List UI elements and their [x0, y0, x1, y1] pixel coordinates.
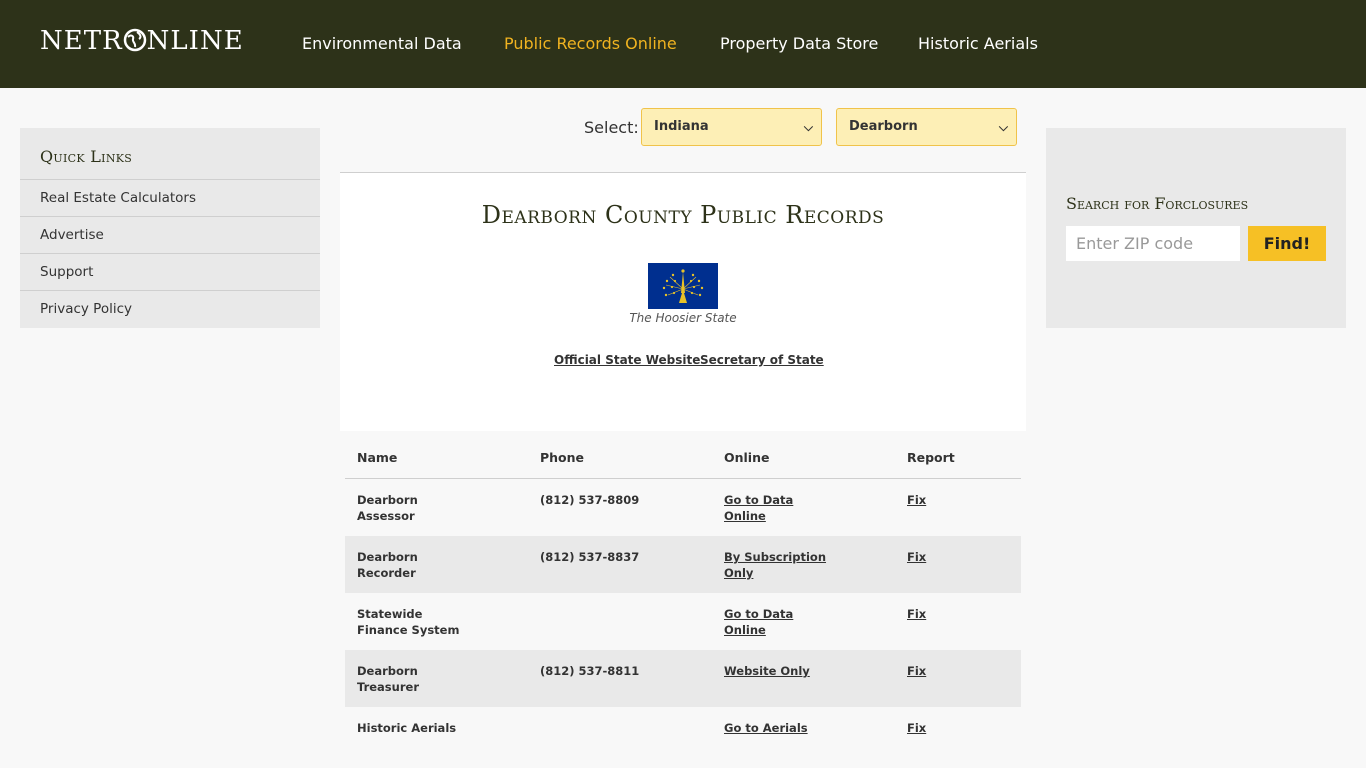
- state-select[interactable]: [641, 108, 822, 146]
- row-fix-link[interactable]: Fix: [907, 607, 927, 621]
- official-state-website-link[interactable]: Official State Website: [554, 353, 701, 367]
- secretary-of-state-link[interactable]: Secretary of State: [700, 353, 824, 367]
- row-phone: (812) 537-8837: [540, 550, 640, 564]
- row-fix-link[interactable]: Fix: [907, 550, 927, 564]
- county-select-value: Dearborn: [849, 119, 918, 134]
- row-fix-link[interactable]: Fix: [907, 721, 927, 735]
- table-row: [345, 707, 1021, 768]
- find-button[interactable]: Find!: [1248, 226, 1326, 261]
- row-online-link[interactable]: Go to Data Online: [724, 493, 794, 523]
- row-online-link[interactable]: Go to Aerials: [724, 721, 808, 735]
- row-phone: (812) 537-8809: [540, 493, 640, 507]
- row-fix-link[interactable]: Fix: [907, 493, 927, 507]
- select-label: Select:: [584, 118, 639, 137]
- table-row: [345, 650, 1021, 707]
- quick-link-real-estate-calculators[interactable]: Real Estate Calculators: [20, 179, 320, 216]
- col-phone-header: Phone: [540, 450, 585, 465]
- row-name: Dearborn Recorder: [357, 550, 418, 580]
- foreclosure-search-title: Search for Forclosures: [1066, 194, 1249, 213]
- row-online-link[interactable]: Website Only: [724, 664, 810, 678]
- quick-link-advertise[interactable]: Advertise: [20, 216, 320, 253]
- nav-property-data-store[interactable]: Property Data Store: [720, 34, 879, 53]
- indiana-flag-icon: [648, 263, 718, 309]
- chevron-down-icon: ⌵: [803, 120, 813, 134]
- logo-text-start: NETR: [40, 26, 123, 56]
- table-row: [345, 593, 1021, 650]
- nav-environmental-data[interactable]: Environmental Data: [302, 34, 462, 53]
- row-online-link[interactable]: By Subscription Only: [724, 550, 827, 580]
- row-online-link[interactable]: Go to Data Online: [724, 607, 794, 637]
- state-motto: The Hoosier State: [629, 311, 737, 325]
- quick-link-support[interactable]: Support: [20, 253, 320, 290]
- zip-code-input[interactable]: Enter ZIP code: [1066, 226, 1240, 261]
- site-header: [0, 0, 1366, 88]
- row-phone: (812) 537-8811: [540, 664, 640, 678]
- table-row: [345, 479, 1021, 536]
- county-records-panel: [340, 172, 1026, 431]
- state-select-value: Indiana: [654, 119, 709, 134]
- quick-links-title: Quick Links: [40, 147, 133, 166]
- row-name: Statewide Finance System: [357, 607, 460, 637]
- col-name-header: Name: [357, 450, 398, 465]
- col-report-header: Report: [907, 450, 955, 465]
- nav-historic-aerials[interactable]: Historic Aerials: [918, 34, 1038, 53]
- row-name: Historic Aerials: [357, 721, 457, 735]
- foreclosure-search-panel: [1046, 128, 1346, 328]
- col-online-header: Online: [724, 450, 770, 465]
- logo-text-end: NLINE: [146, 26, 244, 56]
- site-logo[interactable]: [40, 25, 244, 57]
- globe-icon: [123, 28, 147, 52]
- row-name: Dearborn Assessor: [357, 493, 418, 523]
- table-row: [345, 536, 1021, 593]
- county-select[interactable]: [836, 108, 1017, 146]
- nav-public-records-online[interactable]: Public Records Online: [504, 34, 677, 53]
- quick-links-panel: [20, 128, 320, 328]
- row-name: Dearborn Treasurer: [357, 664, 419, 694]
- page-title: Dearborn County Public Records: [481, 201, 885, 229]
- chevron-down-icon: ⌵: [998, 120, 1008, 134]
- row-fix-link[interactable]: Fix: [907, 664, 927, 678]
- table-header: [345, 431, 1021, 479]
- quick-link-privacy-policy[interactable]: Privacy Policy: [20, 290, 320, 327]
